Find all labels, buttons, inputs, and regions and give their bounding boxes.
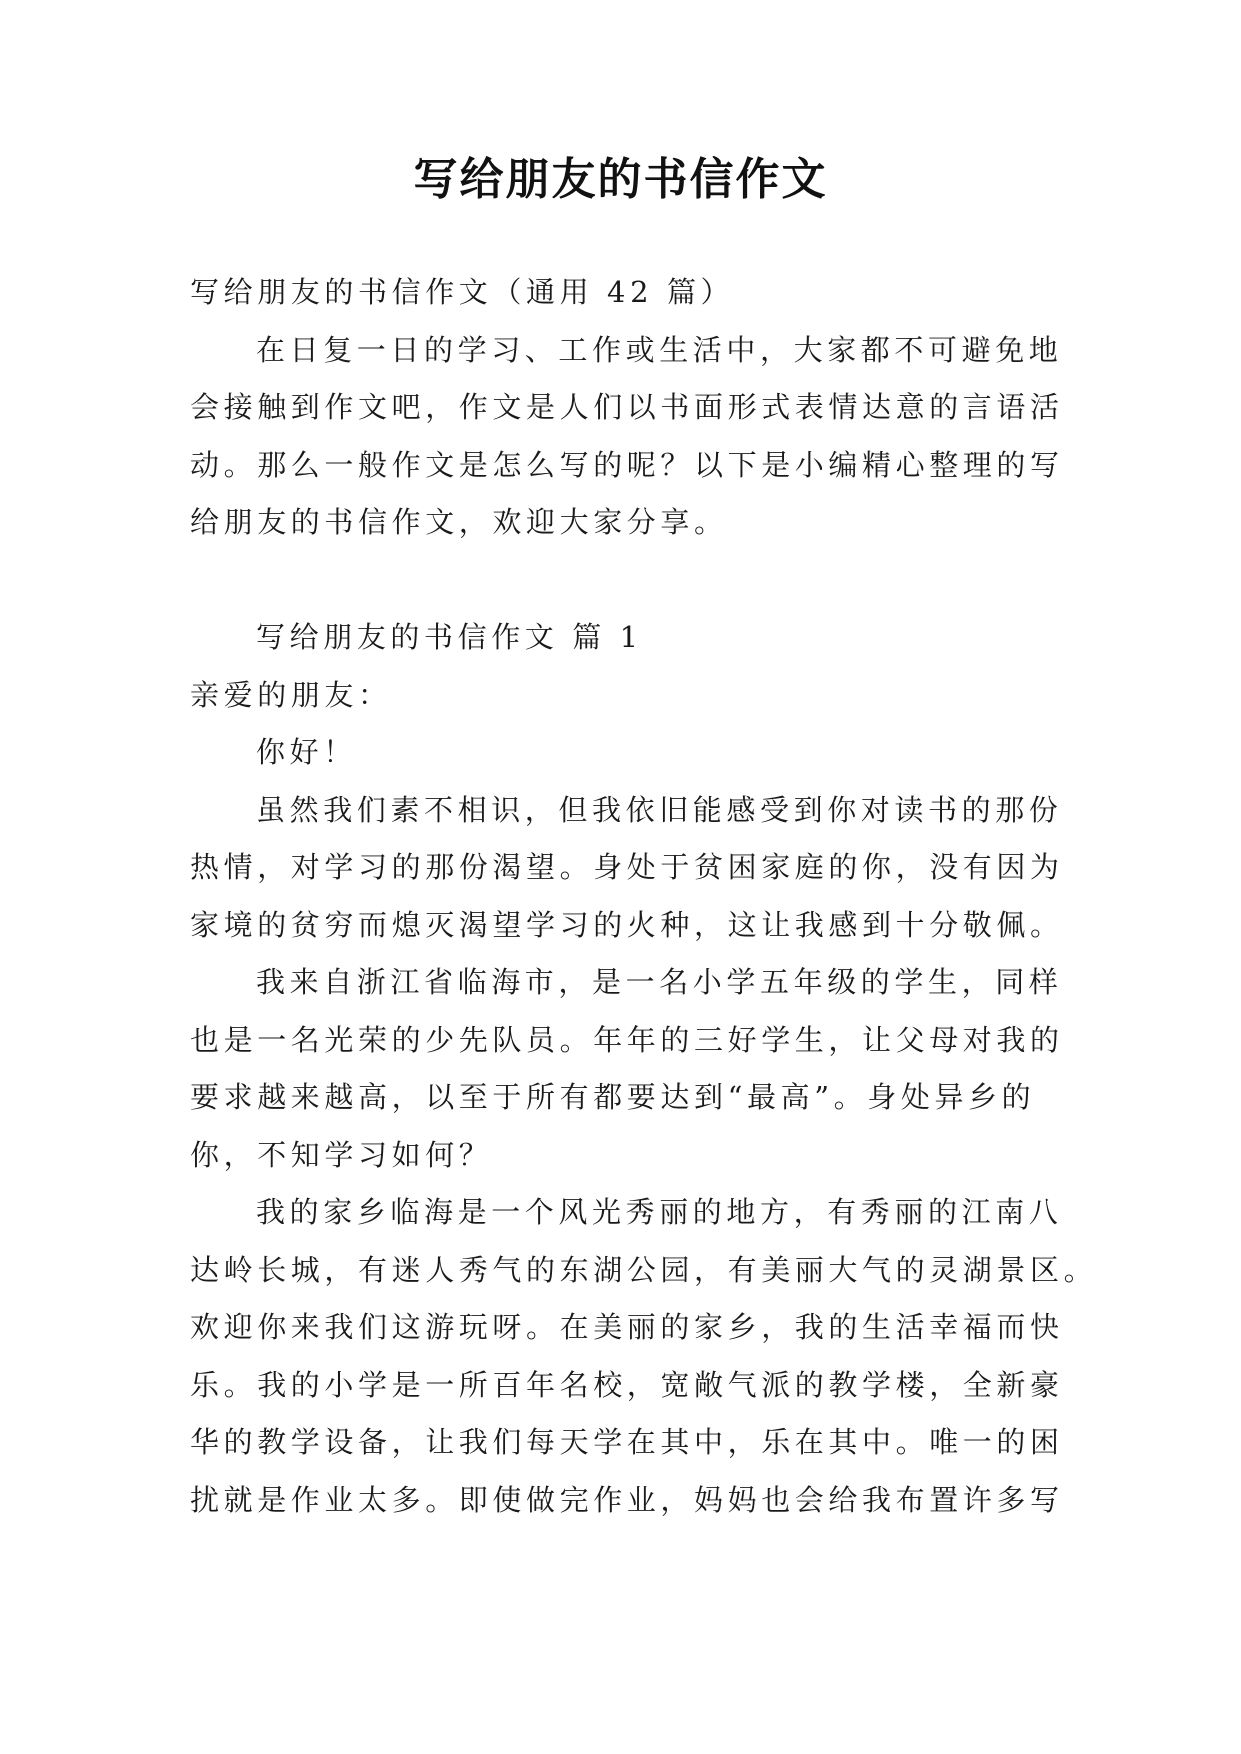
paragraph-line: 我的家乡临海是一个风光秀丽的地方，有秀丽的江南八	[256, 1195, 1063, 1229]
paragraph-line: 要求越来越高，以至于所有都要达到“最高”。身处异乡的	[190, 1080, 1036, 1114]
paragraph-line: 动。那么一般作文是怎么写的呢？以下是小编精心整理的写	[190, 447, 1064, 482]
section-heading: 写给朋友的书信作文 篇 1	[256, 620, 643, 654]
document-body	[190, 264, 1098, 1529]
paragraph-line: 扰就是作业太多。即使做完作业，妈妈也会给我布置许多写	[190, 1482, 1064, 1517]
paragraph-line: 虽然我们素不相识，但我依旧能感受到你对读书的那份	[256, 792, 1063, 827]
paragraph-line: 热情，对学习的那份渴望。身处于贫困家庭的你，没有因为	[190, 850, 1064, 884]
paragraph-line: 达岭长城，有迷人秀气的东湖公园，有美丽大气的灵湖景区。	[190, 1252, 1098, 1287]
subtitle-line: 写给朋友的书信作文（通用 42 篇）	[190, 275, 735, 309]
paragraph-line: 我来自浙江省临海市，是一名小学五年级的学生，同样	[256, 965, 1063, 999]
paragraph-line: 会接触到作文吧，作文是人们以书面形式表情达意的言语活	[190, 390, 1064, 424]
paragraph-line: 你，不知学习如何？	[190, 1137, 493, 1172]
paragraph-line: 在日复一日的学习、工作或生活中，大家都不可避免地	[256, 332, 1063, 367]
greeting-line: 你好！	[256, 735, 357, 769]
paragraph-line: 欢迎你来我们这游玩呀。在美丽的家乡，我的生活幸福而快	[190, 1310, 1064, 1344]
paragraph-line: 乐。我的小学是一所百年名校，宽敞气派的教学楼，全新豪	[190, 1367, 1064, 1402]
salutation-line: 亲爱的朋友：	[190, 677, 392, 712]
paragraph-gap	[190, 552, 1070, 610]
paragraph-line: 也是一名光荣的少先队员。年年的三好学生，让父母对我的	[190, 1022, 1064, 1057]
document-title: 写给朋友的书信作文	[413, 154, 828, 205]
paragraph-line: 给朋友的书信作文，欢迎大家分享。	[190, 505, 728, 539]
paragraph-line: 家境的贫穷而熄灭渴望学习的火种，这让我感到十分敬佩。	[190, 907, 1064, 942]
paragraph-line: 华的教学设备，让我们每天学在其中，乐在其中。唯一的困	[190, 1425, 1064, 1459]
